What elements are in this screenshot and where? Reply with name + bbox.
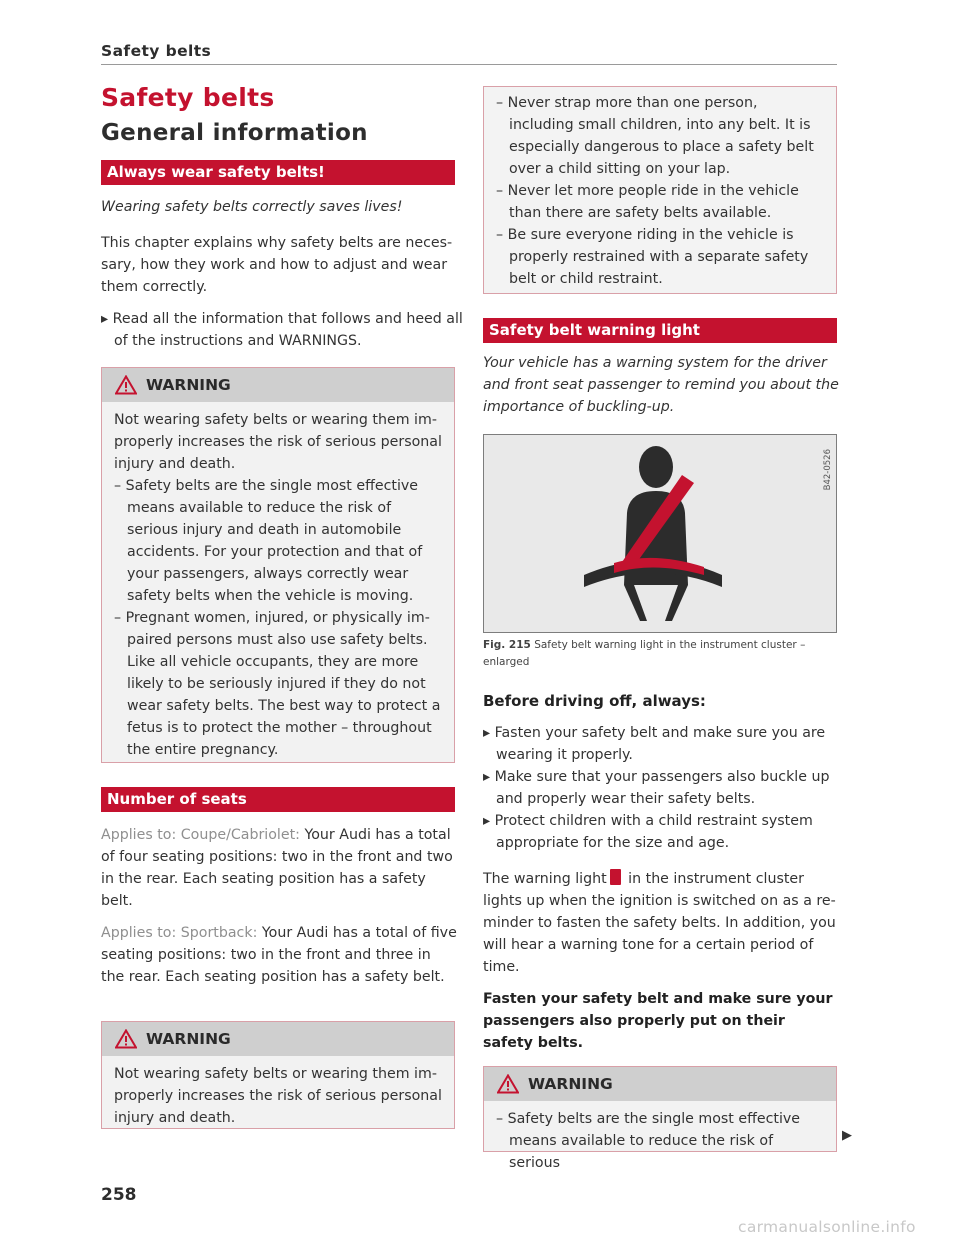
warning-body (102, 1056, 454, 1137)
warning-header (484, 1067, 836, 1101)
warning-item: – Safety belts are the single most effective means available to reduce the risk of serious (496, 1111, 801, 1171)
warning-body (102, 402, 454, 769)
warning-box-1 (101, 367, 455, 763)
figure-215 (483, 434, 837, 633)
checklist-bullet: ▸ Protect children with a child restraint system appropriate for the size and age. (483, 813, 813, 851)
chapter-title: Safety belts (101, 83, 275, 112)
applies-to-label: Applies to: Coupe/Cabriolet: (101, 827, 300, 843)
watermark: carmanualsonline.info (738, 1218, 916, 1236)
warning-header (102, 1022, 454, 1056)
seatbelt-warning-icon (484, 435, 836, 632)
warning-item: – Be sure everyone riding in the vehicle is properly restrained with a separate safety belt or child restraint. (496, 227, 809, 287)
seats-coupe-paragraph (101, 824, 457, 912)
warning-light-heading: Safety belt warning light (483, 318, 837, 343)
always-wear-lead: Wearing safety belts correctly saves lives! (101, 199, 403, 215)
checklist-bullet: ▸ Make sure that your passengers also buckle up and properly wear their safety belts. (483, 769, 830, 807)
warning-item: – Never let more people ride in the vehicle than there are safety belts available. (496, 183, 799, 221)
warning-label: WARNING (528, 1075, 613, 1093)
warning-text: Not wearing safety belts or wearing them improperly increases the risk of serious personal injury and death. (114, 1066, 442, 1126)
figure-caption-text: Safety belt warning light in the instrument cluster – enlarged (483, 639, 806, 668)
warning-label: WARNING (146, 376, 231, 394)
warning-item: – Never strap more than one person, including small children, into any belt. It is especially dangerous to place a safety belt over a child sitting on your lap. (496, 95, 814, 177)
figure-reference: B42-0526 (823, 449, 833, 491)
checklist-bullet: ▸ Fasten your safety belt and make sure you are wearing it properly. (483, 725, 826, 763)
applies-to-label: Applies to: Sportback: (101, 925, 258, 941)
warning-light-paragraph (483, 868, 839, 978)
figure-caption (483, 637, 837, 671)
warning-triangle-icon (115, 375, 137, 395)
warning-box-3 (483, 1066, 837, 1171)
warning-text: Not wearing safety belts or wearing them improperly increases the risk of serious personal injury and death. (114, 412, 442, 472)
warning-triangle-icon (497, 1074, 519, 1094)
warning-item: – Safety belts are the single most effective means available to reduce the risk of serious injury and death in automobile accidents. For your protection and that of your passengers, always correctly wear safety belts when the vehicle is moving. (114, 478, 423, 604)
warning-continuation-box (483, 86, 837, 294)
warning-body (484, 1101, 836, 1182)
before-driving-heading: Before driving off, always: (483, 692, 706, 710)
page-number: 258 (101, 1185, 137, 1205)
read-instructions-bullet: ▸ Read all the information that follows and heed all of the instructions and WARNINGS. (101, 311, 463, 349)
warning-item: – Pregnant women, injured, or physically impaired persons must also use safety belts. Like all vehicle occupants, they are more likely to be seriously injured if they do not wear safety belts. The best way to protect a fetus is to protect the mother – throughout the entire pregnancy. (114, 610, 441, 758)
continue-arrow-icon: ▶ (842, 1128, 852, 1143)
always-wear-heading: Always wear safety belts! (101, 160, 455, 185)
running-header-title: Safety belts (101, 42, 212, 60)
fasten-belt-statement: Fasten your safety belt and make sure your passengers also properly put on their safety belts. (483, 991, 833, 1051)
seatbelt-indicator-icon (610, 869, 621, 885)
seats-sportback-text: Your Audi has a total of five seating positions: two in the front and three in the rear. Each seating position has a safety belt. (101, 925, 457, 985)
warning-box-2 (101, 1021, 455, 1129)
section-title: General information (101, 120, 368, 146)
warning-light-text-start: The warning light (483, 871, 607, 887)
seats-coupe-text: Your Audi has a total of four seating positions: two in the front and two in the rear. Each seating position has a safety belt. (101, 827, 453, 909)
figure-label: Fig. 215 (483, 639, 531, 651)
header-rule (101, 64, 837, 65)
warning-label: WARNING (146, 1030, 231, 1048)
warning-light-lead: Your vehicle has a warning system for the driver and front seat passenger to remind you about the importance of buckling-up. (483, 355, 839, 415)
number-of-seats-heading: Number of seats (101, 787, 455, 812)
warning-light-text-end: in the instrument cluster lights up when the ignition is switched on as a reminder to fasten the safety belts. In addition, you will hear a warning tone for a certain period of time. (483, 871, 836, 975)
warning-triangle-icon (115, 1029, 137, 1049)
chapter-intro: This chapter explains why safety belts are necessary, how they work and how to adjust and wear them correctly. (101, 235, 453, 295)
warning-header (102, 368, 454, 402)
seats-sportback-paragraph (101, 922, 457, 988)
